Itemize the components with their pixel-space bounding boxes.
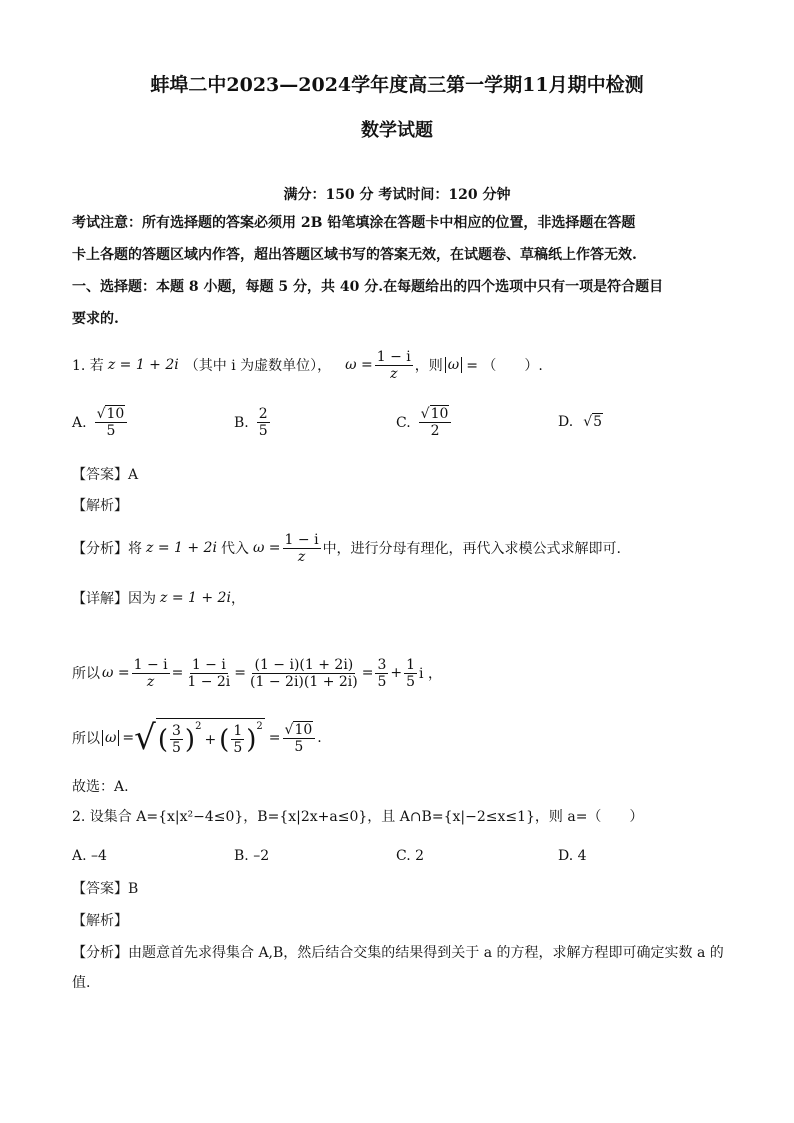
q1-then: ，则 xyxy=(414,358,443,374)
fenxi-suffix: 中，进行分母有理化，再代入求模公式求解即可. xyxy=(322,541,622,557)
xiangjie-suffix: ， xyxy=(230,591,245,607)
q1-number: 1. 若 xyxy=(72,358,104,374)
q1-blank: = （ ）. xyxy=(466,358,543,374)
calc-f5-den: 5 xyxy=(406,673,416,690)
q2-fenxi-line-2: 值. xyxy=(72,975,91,991)
q2-option-b[interactable]: B. –2 xyxy=(234,848,270,864)
option-c-num: 10 xyxy=(430,406,449,422)
notice-line-1: 考试注意：所有选择题的答案必须用 2B 铅笔填涂在答题卡中相应的位置，非选择题在答题 xyxy=(72,215,636,231)
mod-a-den: 5 xyxy=(171,740,181,756)
mod-eq2: = xyxy=(268,730,281,746)
mod-suoyi: 所以 xyxy=(72,731,100,747)
q1-option-a[interactable] xyxy=(72,406,129,439)
q1-option-b[interactable] xyxy=(234,406,272,439)
calc-f3-den: (1 − 2i)(1 + 2i) xyxy=(250,673,358,690)
calc-f2-num: 1 − i xyxy=(191,656,226,673)
option-a-num: 10 xyxy=(106,406,125,422)
fenxi-fraction xyxy=(283,532,321,565)
fenxi-num: 1 − i xyxy=(284,531,319,548)
q1-modulus-line: 所以 ω = √ ( $\frac{3}{5}$ ) $^2$ + ( $\frac{1}{5}$ ) $^2$ = $\frac{√10}{5}$ . xyxy=(72,718,322,758)
page-subtitle: 数学试题 xyxy=(361,120,433,141)
xiangjie-prefix: 【详解】因为 xyxy=(72,591,156,607)
mod-a-num: 3 xyxy=(171,723,181,739)
mod-abs: ω xyxy=(102,730,119,746)
option-a-value: $\frac{√10}{5}$ xyxy=(95,406,128,439)
exam-info: 满分：150 分 考试时间：120 分钟 xyxy=(283,187,511,203)
mod-b-num: 1 xyxy=(233,723,243,739)
mod-sq2: 2 xyxy=(256,721,263,732)
option-b-den: 5 xyxy=(258,423,268,439)
q1-abs-omega: ω xyxy=(445,357,462,373)
q1-omega-lhs: ω = xyxy=(345,357,373,373)
q2-fenxi-line-1: 【分析】由题意首先求得集合 A,B，然后结合交集的结果得到关于 a 的方程，求解方程即可确定实数 a 的 xyxy=(72,945,724,961)
calc-f2-den: 1 − 2i xyxy=(187,673,231,690)
calc-f4-num: 3 xyxy=(377,656,387,673)
calc-f3-num: (1 − i)(1 + 2i) xyxy=(254,656,354,673)
calc-f5-num: 1 xyxy=(406,656,416,673)
fenxi-omega: ω = xyxy=(252,540,281,556)
xiangjie-z: z = 1 + 2i xyxy=(160,590,231,606)
fenxi-prefix: 【分析】将 xyxy=(72,541,142,557)
section-line-1: 一、选择题：本题 8 小题，每题 5 分，共 40 分.在每题给出的四个选项中只有一项是符合题目 xyxy=(72,279,664,295)
fenxi-den: z xyxy=(297,548,306,565)
section-line-2: 要求的. xyxy=(72,311,119,327)
q1-note: （其中 i 为虚数单位）， xyxy=(184,358,332,374)
calc-eq1: = xyxy=(171,665,184,681)
option-d-label: D. xyxy=(558,414,574,430)
calc-eq2: = xyxy=(234,665,247,681)
q1-calc-line xyxy=(72,650,442,696)
fenxi-z: z = 1 + 2i xyxy=(146,540,217,556)
q1-xiangjie xyxy=(72,588,245,608)
q1-option-d[interactable] xyxy=(558,414,603,430)
mod-sqrt: √ ( $\frac{3}{5}$ ) $^2$ + ( $\frac{1}{5}$ ) $^2$ xyxy=(134,718,263,758)
option-d-value: √5 xyxy=(583,414,603,430)
q1-guxuan: 故选：A. xyxy=(72,779,129,795)
question-1 xyxy=(72,340,543,390)
q1-option-c[interactable] xyxy=(396,406,453,439)
option-c-den: 2 xyxy=(430,423,440,439)
mod-plus: + xyxy=(204,731,217,748)
mod-b-den: 5 xyxy=(233,740,243,756)
q1-omega-fraction xyxy=(375,349,413,382)
calc-omega: ω = xyxy=(102,665,130,681)
q1-z-expr: z = 1 + 2i xyxy=(107,357,179,373)
calc-tail: i ， xyxy=(419,666,442,682)
q2-option-d[interactable]: D. 4 xyxy=(558,848,587,864)
mod-eq: = xyxy=(122,730,135,746)
mod-end: . xyxy=(317,730,322,746)
calc-f1-den: z xyxy=(146,673,155,690)
option-c-label: C. xyxy=(396,414,411,431)
page-title: 蚌埠二中2023—2024学年度高三第一学期11月期中检测 xyxy=(150,74,644,96)
q2-option-a[interactable]: A. –4 xyxy=(72,848,107,864)
option-c-value: $\frac{√10}{2}$ xyxy=(419,406,452,439)
option-a-label: A. xyxy=(72,414,87,431)
calc-f4-den: 5 xyxy=(377,673,387,690)
option-a-den: 5 xyxy=(106,423,116,439)
notice-line-2: 卡上各题的答题区域内作答，超出答题区域书写的答案无效，在试题卷、草稿纸上作答无效. xyxy=(72,247,637,263)
q1-answer: 【答案】A xyxy=(72,467,139,483)
mod-r-num: 10 xyxy=(294,721,313,738)
option-b-value xyxy=(257,406,270,439)
mod-sq1: 2 xyxy=(195,721,202,732)
calc-f1-num: 1 − i xyxy=(133,656,168,673)
q2-answer: 【答案】B xyxy=(72,881,139,897)
calc-suoyi: 所以 xyxy=(72,666,100,682)
q1-analysis-label: 【解析】 xyxy=(72,498,128,514)
option-b-label: B. xyxy=(234,414,249,431)
calc-eq3: = xyxy=(361,665,374,681)
fenxi-mid: 代入 xyxy=(220,541,249,557)
mod-r-den: 5 xyxy=(294,738,304,755)
q1-omega-num: 1 − i xyxy=(376,348,411,365)
calc-plus: + xyxy=(390,665,403,681)
question-2: 2. 设集合 A={x|x²−4≤0}，B={x|2x+a≤0}，且 A∩B={x|−2≤x≤1}，则 a=（ ） xyxy=(72,809,644,825)
q1-fenxi xyxy=(72,528,621,568)
option-b-num: 2 xyxy=(258,406,268,422)
q2-analysis-label: 【解析】 xyxy=(72,913,128,929)
q2-option-c[interactable]: C. 2 xyxy=(396,848,425,864)
q1-omega-den: z xyxy=(390,365,398,382)
option-d-val: 5 xyxy=(593,414,603,430)
